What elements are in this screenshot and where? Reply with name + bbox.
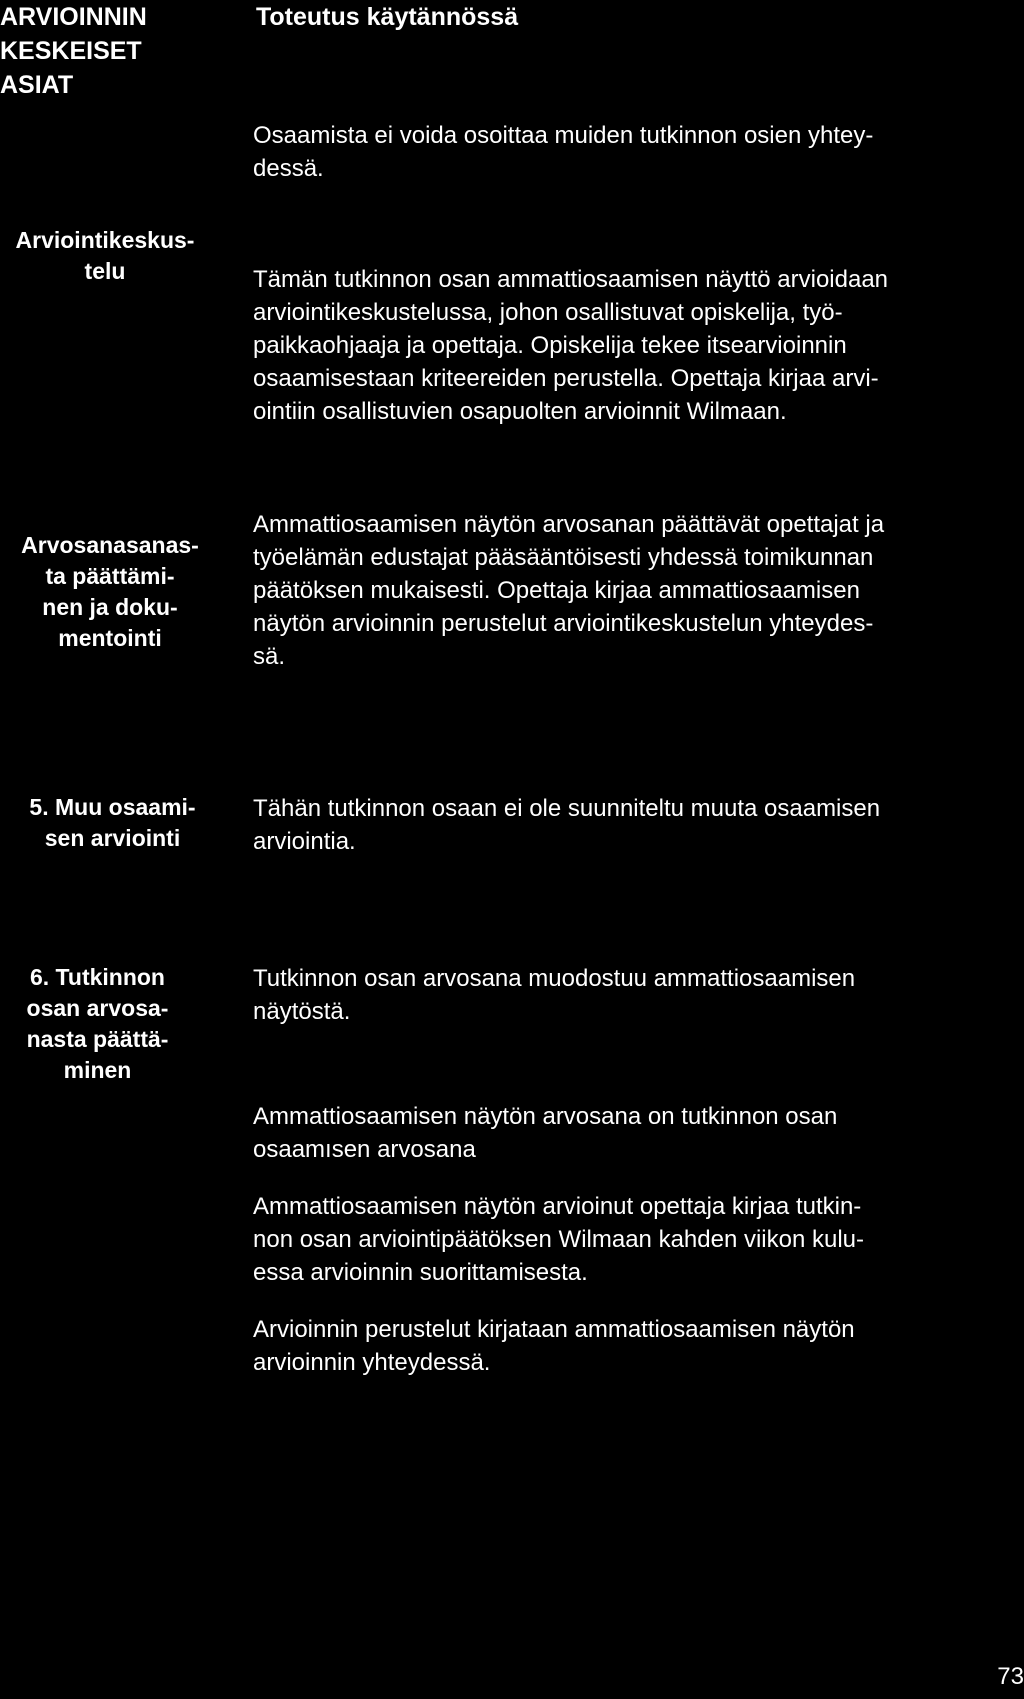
column-header-implementation: Toteutus käytännössä (256, 3, 519, 31)
label-line: Arvosanasanas- (21, 532, 199, 558)
label-line: nen ja doku- (42, 594, 178, 620)
label-line: 5. Muu osaami- (29, 794, 196, 820)
row-text-grade-determination (253, 962, 988, 1028)
row-text-other-assessment (253, 792, 988, 858)
label-line: Arviointikeskus- (15, 227, 195, 253)
text-line: non osan arviointipäätöksen Wilmaan kahden viikon kulu- (253, 1226, 865, 1253)
text-line: essa arvioinnin suorittamisesta. (253, 1259, 588, 1286)
header-line: ASIAT (0, 71, 74, 99)
row-text-grade-decision-documentation (253, 508, 988, 673)
label-line: osan arvosa- (26, 995, 169, 1021)
text-line: ointiin osallistuvien osapuolten arvioinnit Wilmaan. (253, 398, 787, 425)
text-line: dessä. (253, 155, 324, 182)
header-line: ARVIOINNIN (0, 3, 147, 31)
text-line: näytöstä. (253, 998, 351, 1025)
row-label-assessment-discussion (0, 225, 210, 287)
label-line: telu (84, 258, 126, 284)
text-line: arvioinnin yhteydessä. (253, 1349, 491, 1376)
header-line: KESKEISET (0, 37, 142, 65)
row-text-continuation (253, 119, 988, 185)
row-label-grade-decision-documentation (0, 530, 220, 654)
text-line: osaamisestaan kriteereiden perustella. Opettaja kirjaa arvi- (253, 365, 879, 392)
text-line: näytön arvioinnin perustelut arviointikeskustelun yhteydes- (253, 610, 874, 637)
text-line: päätöksen mukaisesti. Opettaja kirjaa ammattiosaamisen (253, 577, 860, 604)
text-line: Tämän tutkinnon osan ammattiosaamisen näyttö arvioidaan (253, 266, 889, 293)
label-line: sen arviointi (44, 825, 181, 851)
text-line: Osaamista ei voida osoittaa muiden tutkinnon osien yhtey- (253, 122, 874, 149)
row-label-grade-determination (0, 962, 195, 1086)
text-line: Ammattiosaamisen näytön arvosanan päättävät opettajat ja (253, 511, 885, 538)
text-line: arviointia. (253, 828, 356, 855)
text-line: Arvioinnin perustelut kirjataan ammattiosaamisen näytön (253, 1316, 855, 1343)
row-text-assessment-discussion (253, 263, 988, 428)
page-number: 73 (997, 1663, 1024, 1690)
text-line: työelämän edustajat pääsääntöisesti yhdessä toimikunnan (253, 544, 874, 571)
row-label-other-assessment (0, 792, 225, 854)
text-line: Tutkinnon osan arvosana muodostuu ammattiosaamisen (253, 965, 856, 992)
text-line: sä. (253, 643, 286, 670)
row-text-grade-determination (253, 1313, 988, 1379)
label-line: 6. Tutkinnon (29, 964, 165, 990)
row-text-grade-determination (253, 1100, 988, 1166)
text-line: Tähän tutkinnon osaan ei ole suunniteltu muuta osaamisen (253, 795, 881, 822)
text-line: arviointikeskustelussa, johon osallistuvat opiskelija, työ- (253, 299, 843, 326)
text-line: Ammattiosaamisen näytön arvioinut opettaja kirjaa tutkin- (253, 1193, 862, 1220)
text-line: paikkaohjaaja ja opettaja. Opiskelija tekee itsearvioinnin (253, 332, 847, 359)
label-line: minen (63, 1057, 132, 1083)
text-line: osaamısen arvosana (253, 1136, 476, 1163)
text-line: Ammattiosaamisen näytön arvosana on tutkinnon osan (253, 1103, 838, 1130)
label-line: ta päättämi- (45, 563, 175, 589)
label-line: nasta päättä- (26, 1026, 169, 1052)
row-text-grade-determination (253, 1190, 988, 1289)
column-header-key-aspects (0, 0, 200, 102)
label-line: mentointi (58, 625, 162, 651)
